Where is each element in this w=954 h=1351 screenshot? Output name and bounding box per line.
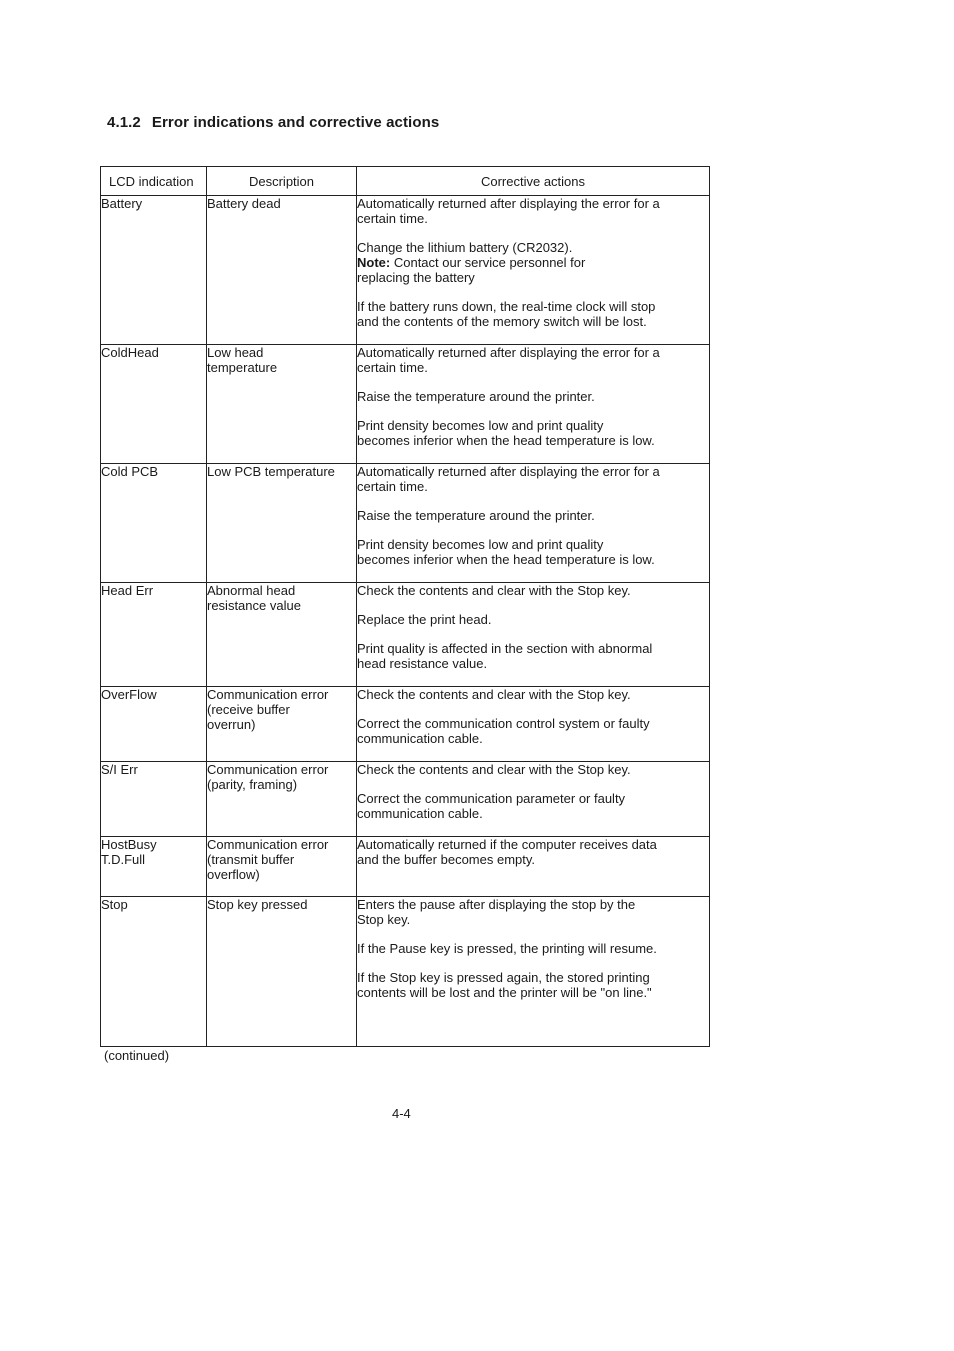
continued-label: (continued) bbox=[104, 1048, 170, 1063]
table-header-row bbox=[101, 167, 710, 196]
corrective-action-text: Print density becomes low and print quality bbox=[357, 537, 604, 552]
lcd-indication-cell bbox=[101, 583, 207, 687]
corrective-action-text: Automatically returned if the computer receives data bbox=[357, 837, 657, 852]
corrective-action-paragraph bbox=[357, 941, 709, 956]
lcd-indication-text: ColdHead bbox=[101, 345, 159, 360]
corrective-action-text: Check the contents and clear with the Stop key. bbox=[357, 583, 631, 598]
description-text: Communication error bbox=[207, 837, 329, 852]
table-row bbox=[101, 464, 710, 583]
table-row bbox=[101, 345, 710, 464]
corrective-action-text: Print quality is affected in the section with abnormal bbox=[357, 641, 653, 656]
corrective-action-text: and the contents of the memory switch will be lost. bbox=[357, 314, 647, 329]
corrective-action-text: Check the contents and clear with the Stop key. bbox=[357, 762, 631, 777]
corrective-action-paragraph bbox=[357, 897, 709, 927]
corrective-action-text: Change the lithium battery (CR2032). bbox=[357, 240, 573, 255]
corrective-action-text: Check the contents and clear with the Stop key. bbox=[357, 687, 631, 702]
lcd-indication-cell bbox=[101, 345, 207, 464]
table-row bbox=[101, 897, 710, 1047]
lcd-indication-text: Cold PCB bbox=[101, 464, 159, 479]
lcd-indication-text: T.D.Full bbox=[101, 852, 146, 867]
description-text: overrun) bbox=[207, 717, 256, 732]
header-corrective-actions: Corrective actions bbox=[357, 167, 710, 196]
header-description: Description bbox=[207, 167, 357, 196]
corrective-action-text: contents will be lost and the printer will be "on line." bbox=[357, 985, 652, 1000]
note-text: replacing the battery bbox=[357, 270, 475, 285]
corrective-action-paragraph bbox=[357, 641, 709, 671]
table-row bbox=[101, 837, 710, 897]
description-text: temperature bbox=[207, 360, 278, 375]
section-heading bbox=[107, 114, 439, 131]
description-text: (parity, framing) bbox=[207, 777, 298, 792]
lcd-indication-text: OverFlow bbox=[101, 687, 157, 702]
description-text: Communication error bbox=[207, 762, 329, 777]
corrective-action-text: certain time. bbox=[357, 211, 428, 226]
description-text: Low PCB temperature bbox=[207, 464, 335, 479]
corrective-action-text: Stop key. bbox=[357, 912, 411, 927]
corrective-actions-cell bbox=[357, 196, 710, 345]
error-indications-table bbox=[100, 166, 710, 1047]
table-row bbox=[101, 687, 710, 762]
page-number: 4-4 bbox=[392, 1106, 411, 1121]
corrective-action-paragraph bbox=[357, 837, 709, 867]
description-text: Abnormal head bbox=[207, 583, 296, 598]
description-cell bbox=[207, 687, 357, 762]
corrective-actions-cell bbox=[357, 583, 710, 687]
table-row bbox=[101, 762, 710, 837]
corrective-actions-cell bbox=[357, 345, 710, 464]
description-cell bbox=[207, 837, 357, 897]
lcd-indication-text: Head Err bbox=[101, 583, 154, 598]
description-cell bbox=[207, 345, 357, 464]
lcd-indication-text: S/I Err bbox=[101, 762, 138, 777]
corrective-action-text: certain time. bbox=[357, 360, 428, 375]
corrective-action-text: If the Stop key is pressed again, the stored printing bbox=[357, 970, 650, 985]
corrective-action-paragraph bbox=[357, 687, 709, 702]
corrective-action-text: Raise the temperature around the printer. bbox=[357, 508, 595, 523]
corrective-action-text: head resistance value. bbox=[357, 656, 488, 671]
corrective-action-paragraph bbox=[357, 791, 709, 821]
corrective-action-text: Automatically returned after displaying the error for a bbox=[357, 345, 660, 360]
description-text: overflow) bbox=[207, 867, 260, 882]
corrective-action-text: certain time. bbox=[357, 479, 428, 494]
header-lcd-indication: LCD indication bbox=[101, 167, 207, 196]
corrective-action-text: and the buffer becomes empty. bbox=[357, 852, 536, 867]
corrective-action-paragraph bbox=[357, 418, 709, 448]
description-cell bbox=[207, 897, 357, 1047]
corrective-actions-cell bbox=[357, 897, 710, 1047]
description-text: (receive buffer bbox=[207, 702, 290, 717]
corrective-action-paragraph bbox=[357, 196, 709, 226]
description-text: Stop key pressed bbox=[207, 897, 308, 912]
corrective-actions-cell bbox=[357, 762, 710, 837]
table-body bbox=[101, 196, 710, 1047]
corrective-action-text: Raise the temperature around the printer. bbox=[357, 389, 595, 404]
note-text: Contact our service personnel for bbox=[393, 255, 586, 270]
corrective-action-paragraph bbox=[357, 508, 709, 523]
corrective-action-paragraph bbox=[357, 970, 709, 1000]
corrective-action-text: communication cable. bbox=[357, 806, 483, 821]
lcd-indication-text: HostBusy bbox=[101, 837, 157, 852]
corrective-action-paragraph bbox=[357, 240, 709, 285]
corrective-action-text: Automatically returned after displaying the error for a bbox=[357, 196, 660, 211]
lcd-indication-text: Battery bbox=[101, 196, 143, 211]
corrective-action-text: becomes inferior when the head temperature is low. bbox=[357, 552, 655, 567]
corrective-actions-cell bbox=[357, 837, 710, 897]
note-label: Note: bbox=[357, 255, 391, 270]
corrective-actions-cell bbox=[357, 687, 710, 762]
corrective-action-text: Automatically returned after displaying the error for a bbox=[357, 464, 660, 479]
description-cell bbox=[207, 762, 357, 837]
description-cell bbox=[207, 464, 357, 583]
corrective-action-text: Replace the print head. bbox=[357, 612, 492, 627]
description-text: (transmit buffer bbox=[207, 852, 295, 867]
lcd-indication-cell bbox=[101, 196, 207, 345]
lcd-indication-cell bbox=[101, 464, 207, 583]
corrective-action-paragraph bbox=[357, 583, 709, 598]
table-row bbox=[101, 196, 710, 345]
corrective-action-text: communication cable. bbox=[357, 731, 483, 746]
corrective-action-paragraph bbox=[357, 299, 709, 329]
section-title: Error indications and corrective actions bbox=[151, 114, 440, 131]
description-text: Low head bbox=[207, 345, 264, 360]
corrective-action-text: Enters the pause after displaying the stop by the bbox=[357, 897, 636, 912]
lcd-indication-cell bbox=[101, 837, 207, 897]
lcd-indication-cell bbox=[101, 687, 207, 762]
corrective-action-text: If the Pause key is pressed, the printing will resume. bbox=[357, 941, 657, 956]
corrective-action-paragraph bbox=[357, 389, 709, 404]
corrective-action-paragraph bbox=[357, 345, 709, 375]
description-text: Communication error bbox=[207, 687, 329, 702]
corrective-action-paragraph bbox=[357, 716, 709, 746]
description-text: Battery dead bbox=[207, 196, 281, 211]
section-number: 4.1.2 bbox=[107, 114, 141, 131]
corrective-action-paragraph bbox=[357, 537, 709, 567]
lcd-indication-text: Stop bbox=[101, 897, 128, 912]
corrective-action-text: Correct the communication parameter or faulty bbox=[357, 791, 626, 806]
corrective-action-text: Correct the communication control system or faulty bbox=[357, 716, 650, 731]
lcd-indication-cell bbox=[101, 897, 207, 1047]
corrective-action-paragraph bbox=[357, 464, 709, 494]
corrective-action-text: If the battery runs down, the real-time clock will stop bbox=[357, 299, 656, 314]
corrective-action-text: Print density becomes low and print quality bbox=[357, 418, 604, 433]
description-cell bbox=[207, 583, 357, 687]
corrective-action-paragraph bbox=[357, 612, 709, 627]
corrective-action-paragraph bbox=[357, 762, 709, 777]
note-line bbox=[357, 255, 709, 270]
table-row bbox=[101, 583, 710, 687]
corrective-action-text: becomes inferior when the head temperature is low. bbox=[357, 433, 655, 448]
lcd-indication-cell bbox=[101, 762, 207, 837]
corrective-actions-cell bbox=[357, 464, 710, 583]
description-text: resistance value bbox=[207, 598, 301, 613]
description-cell bbox=[207, 196, 357, 345]
